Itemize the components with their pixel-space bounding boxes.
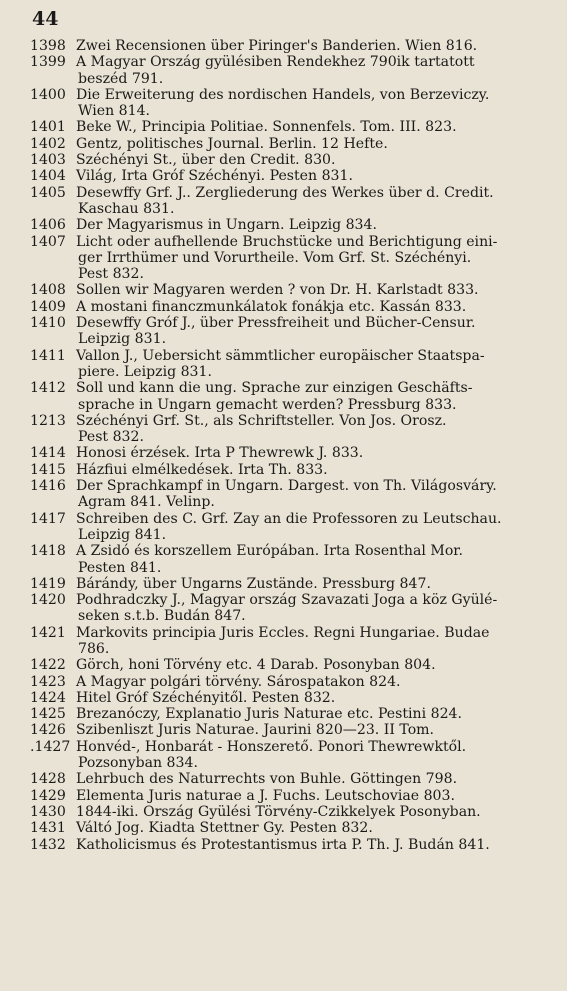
entry-text xyxy=(76,722,550,738)
entry-text xyxy=(76,690,550,706)
list-item xyxy=(30,299,550,315)
list-item xyxy=(30,625,550,658)
entry-text xyxy=(76,185,550,218)
entry-number: 1408 xyxy=(30,282,66,299)
entry-line: Lehrbuch des Naturrechts von Buhle. Göttingen 798. xyxy=(76,771,458,788)
entry-line: seken s.t.b. Budán 847. xyxy=(78,608,246,625)
list-item xyxy=(30,234,550,283)
entry-text xyxy=(76,657,550,673)
entry-text xyxy=(76,462,550,478)
entry-text xyxy=(76,380,550,413)
entry-number: 1411 xyxy=(30,347,66,364)
entry-text xyxy=(76,820,550,836)
entry-text xyxy=(76,706,550,722)
list-item xyxy=(30,185,550,218)
list-item xyxy=(30,771,550,787)
entry-text xyxy=(76,674,550,690)
list-item xyxy=(30,657,550,673)
entry-number: 1432 xyxy=(30,836,66,853)
entry-line: Elementa Juris naturae a J. Fuchs. Leutschoviae 803. xyxy=(76,787,455,804)
entry-line: Sollen wir Magyaren werden ? von Dr. H. Karlstadt 833. xyxy=(76,282,479,299)
entry-line: Honvéd-, Honbarát - Honszerető. Ponori Thewrewktől. xyxy=(76,738,467,755)
entry-number: 1412 xyxy=(30,380,66,397)
list-item xyxy=(30,413,550,446)
entry-line: Desewffy Grf. J.. Zergliederung des Werkes über d. Credit. xyxy=(76,184,494,201)
entry-line: 786. xyxy=(78,640,110,657)
entry-line: Széchényi St., über den Credit. 830. xyxy=(76,152,336,169)
entry-number: 1405 xyxy=(30,184,66,201)
entry-number: 1422 xyxy=(30,657,66,674)
list-item xyxy=(30,462,550,478)
entry-line: Bárándy, über Ungarns Zustände. Pressburg 847. xyxy=(76,575,431,592)
entry-line: Honosi érzések. Irta P Thewrewk J. 833. xyxy=(76,445,364,462)
list-item xyxy=(30,674,550,690)
entry-number: 1404 xyxy=(30,168,66,185)
entry-line: Vallon J., Uebersicht sämmtlicher europäischer Staatspa- xyxy=(76,347,485,364)
entry-text xyxy=(76,119,550,135)
list-item xyxy=(30,706,550,722)
entry-text xyxy=(76,625,550,658)
entry-text xyxy=(76,478,550,511)
list-item xyxy=(30,315,550,348)
entry-line: Leipzig 831. xyxy=(78,331,167,348)
entry-number: 1403 xyxy=(30,152,66,169)
list-item xyxy=(30,54,550,87)
entry-text xyxy=(76,282,550,298)
list-item xyxy=(30,168,550,184)
entry-number: 1428 xyxy=(30,771,66,788)
entry-text xyxy=(76,234,550,283)
entry-line: Die Erweiterung des nordischen Handels, von Berzeviczy. xyxy=(76,86,490,103)
entry-text xyxy=(76,54,550,87)
entry-line: Podhradczky J., Magyar ország Szavazati Joga a köz Gyülé- xyxy=(76,592,498,609)
entry-text xyxy=(76,136,550,152)
entry-line: Széchényi Grf. St., als Schriftsteller. Von Jos. Orosz. xyxy=(76,412,447,429)
entry-line: Markovits principia Juris Eccles. Regni Hungariae. Budae xyxy=(76,624,490,641)
list-item xyxy=(30,820,550,836)
list-item xyxy=(30,722,550,738)
list-item xyxy=(30,543,550,576)
entry-line: Der Sprachkampf in Ungarn. Dargest. von Th. Világosváry. xyxy=(76,478,497,495)
entry-line: A Magyar Ország gyülésiben Rendekhez 790ik tartatott xyxy=(76,54,475,71)
entry-number: 1415 xyxy=(30,461,66,478)
list-item xyxy=(30,136,550,152)
entry-text xyxy=(76,168,550,184)
list-item xyxy=(30,38,550,54)
entry-text xyxy=(76,299,550,315)
list-item xyxy=(30,348,550,381)
list-item xyxy=(30,87,550,120)
entry-line: Agram 841. Velinp. xyxy=(78,494,215,511)
entry-line: Pozsonyban 834. xyxy=(78,755,198,772)
entry-line: Váltó Jog. Kiadta Stettner Gy. Pesten 832. xyxy=(76,820,373,837)
entry-line: ger Irrthümer und Vorurtheile. Vom Grf. St. Széchényi. xyxy=(78,249,472,266)
entry-text xyxy=(76,788,550,804)
list-item xyxy=(30,837,550,853)
entry-line: Pesten 841. xyxy=(78,559,162,576)
list-item xyxy=(30,739,550,772)
entry-number: 1402 xyxy=(30,135,66,152)
entry-text xyxy=(76,804,550,820)
entry-line: Licht oder aufhellende Bruchstücke und Berichtigung eini- xyxy=(76,233,498,250)
entry-number: 1421 xyxy=(30,624,66,641)
entry-line: A mostani financzmunkálatok fonákja etc. Kassán 833. xyxy=(76,298,467,315)
entry-text xyxy=(76,592,550,625)
entry-number: 1414 xyxy=(30,445,66,462)
entry-number: 1410 xyxy=(30,315,66,332)
entry-number: 1424 xyxy=(30,689,66,706)
entry-text xyxy=(76,543,550,576)
entry-line: Schreiben des C. Grf. Zay an die Professoren zu Leutschau. xyxy=(76,510,502,527)
entry-line: Pest 832. xyxy=(78,266,144,283)
entry-text xyxy=(76,771,550,787)
entry-number: .1427 xyxy=(30,738,71,755)
entry-text xyxy=(76,348,550,381)
entry-line: Desewffy Gróf J., über Pressfreiheit und Bücher-Censur. xyxy=(76,315,476,332)
entry-number: 1418 xyxy=(30,543,66,560)
entry-line: Soll und kann die ung. Sprache zur einzigen Geschäfts- xyxy=(76,380,473,397)
list-item xyxy=(30,576,550,592)
entry-text xyxy=(76,511,550,544)
entry-line: A Magyar polgári törvény. Sárospatakon 824. xyxy=(76,673,401,690)
list-item xyxy=(30,282,550,298)
entry-line: Kaschau 831. xyxy=(78,200,175,217)
entry-text xyxy=(76,837,550,853)
entry-line: Görch, honi Törvény etc. 4 Darab. Posonyban 804. xyxy=(76,657,436,674)
entry-number: 1419 xyxy=(30,575,66,592)
entry-number: 1401 xyxy=(30,119,66,136)
entry-number: 1398 xyxy=(30,38,66,54)
entry-line: sprache in Ungarn gemacht werden? Pressburg 833. xyxy=(78,396,457,413)
entry-text xyxy=(76,38,550,54)
entry-line: Brezanóczy, Explanatio Juris Naturae etc. Pestini 824. xyxy=(76,706,462,723)
entry-number: 1400 xyxy=(30,86,66,103)
entry-line: Leipzig 841. xyxy=(78,526,167,543)
entry-list xyxy=(30,38,550,853)
entry-line: Pest 832. xyxy=(78,429,144,446)
entry-text xyxy=(76,315,550,348)
page-number: 44 xyxy=(32,8,59,30)
entry-number: 1423 xyxy=(30,673,66,690)
list-item xyxy=(30,119,550,135)
entry-number: 1420 xyxy=(30,592,66,609)
entry-number: 1409 xyxy=(30,298,66,315)
entry-number: 1429 xyxy=(30,787,66,804)
entry-line: 1844-iki. Ország Gyülési Törvény-Czikkelyek Posonyban. xyxy=(76,803,481,820)
entry-text xyxy=(76,445,550,461)
entry-line: Wien 814. xyxy=(78,103,151,120)
list-item xyxy=(30,478,550,511)
entry-line: Világ, Irta Gróf Széchényi. Pesten 831. xyxy=(76,168,353,185)
entry-number: 1426 xyxy=(30,722,66,739)
list-item xyxy=(30,690,550,706)
entry-number: 1213 xyxy=(30,412,66,429)
entry-line: Der Magyarismus in Ungarn. Leipzig 834. xyxy=(76,217,377,234)
list-item xyxy=(30,445,550,461)
entry-number: 1416 xyxy=(30,478,66,495)
entry-number: 1417 xyxy=(30,510,66,527)
entry-number: 1431 xyxy=(30,820,66,837)
entry-line: Szibenliszt Juris Naturae. Jaurini 820—23. II Tom. xyxy=(76,722,435,739)
entry-line: A Zsidó és korszellem Európában. Irta Rosenthal Mor. xyxy=(76,543,463,560)
list-item xyxy=(30,804,550,820)
entry-line: Gentz, politisches Journal. Berlin. 12 Hefte. xyxy=(76,135,388,152)
entry-line: Zwei Recensionen über Piringer's Banderien. Wien 816. xyxy=(76,38,478,54)
entry-number: 1406 xyxy=(30,217,66,234)
list-item xyxy=(30,511,550,544)
entry-line: Beke W., Principia Politiae. Sonnenfels. Tom. III. 823. xyxy=(76,119,457,136)
entry-line: Hitel Gróf Széchényitől. Pesten 832. xyxy=(76,689,336,706)
entry-line: piere. Leipzig 831. xyxy=(78,363,212,380)
entry-number: 1430 xyxy=(30,803,66,820)
entry-line: Házfiui elmélkedések. Irta Th. 833. xyxy=(76,461,328,478)
entry-text xyxy=(76,413,550,446)
entry-text xyxy=(76,87,550,120)
list-item xyxy=(30,152,550,168)
entry-number: 1425 xyxy=(30,706,66,723)
entry-number: 1407 xyxy=(30,233,66,250)
entry-text xyxy=(76,739,550,772)
list-item xyxy=(30,788,550,804)
entry-text xyxy=(76,217,550,233)
entry-line: beszéd 791. xyxy=(78,70,164,87)
entry-number: 1399 xyxy=(30,54,66,71)
entry-line: Katholicismus és Protestantismus irta P. Th. J. Budán 841. xyxy=(76,836,490,853)
entry-text xyxy=(76,152,550,168)
list-item xyxy=(30,217,550,233)
entry-text xyxy=(76,576,550,592)
list-item xyxy=(30,380,550,413)
list-item xyxy=(30,592,550,625)
